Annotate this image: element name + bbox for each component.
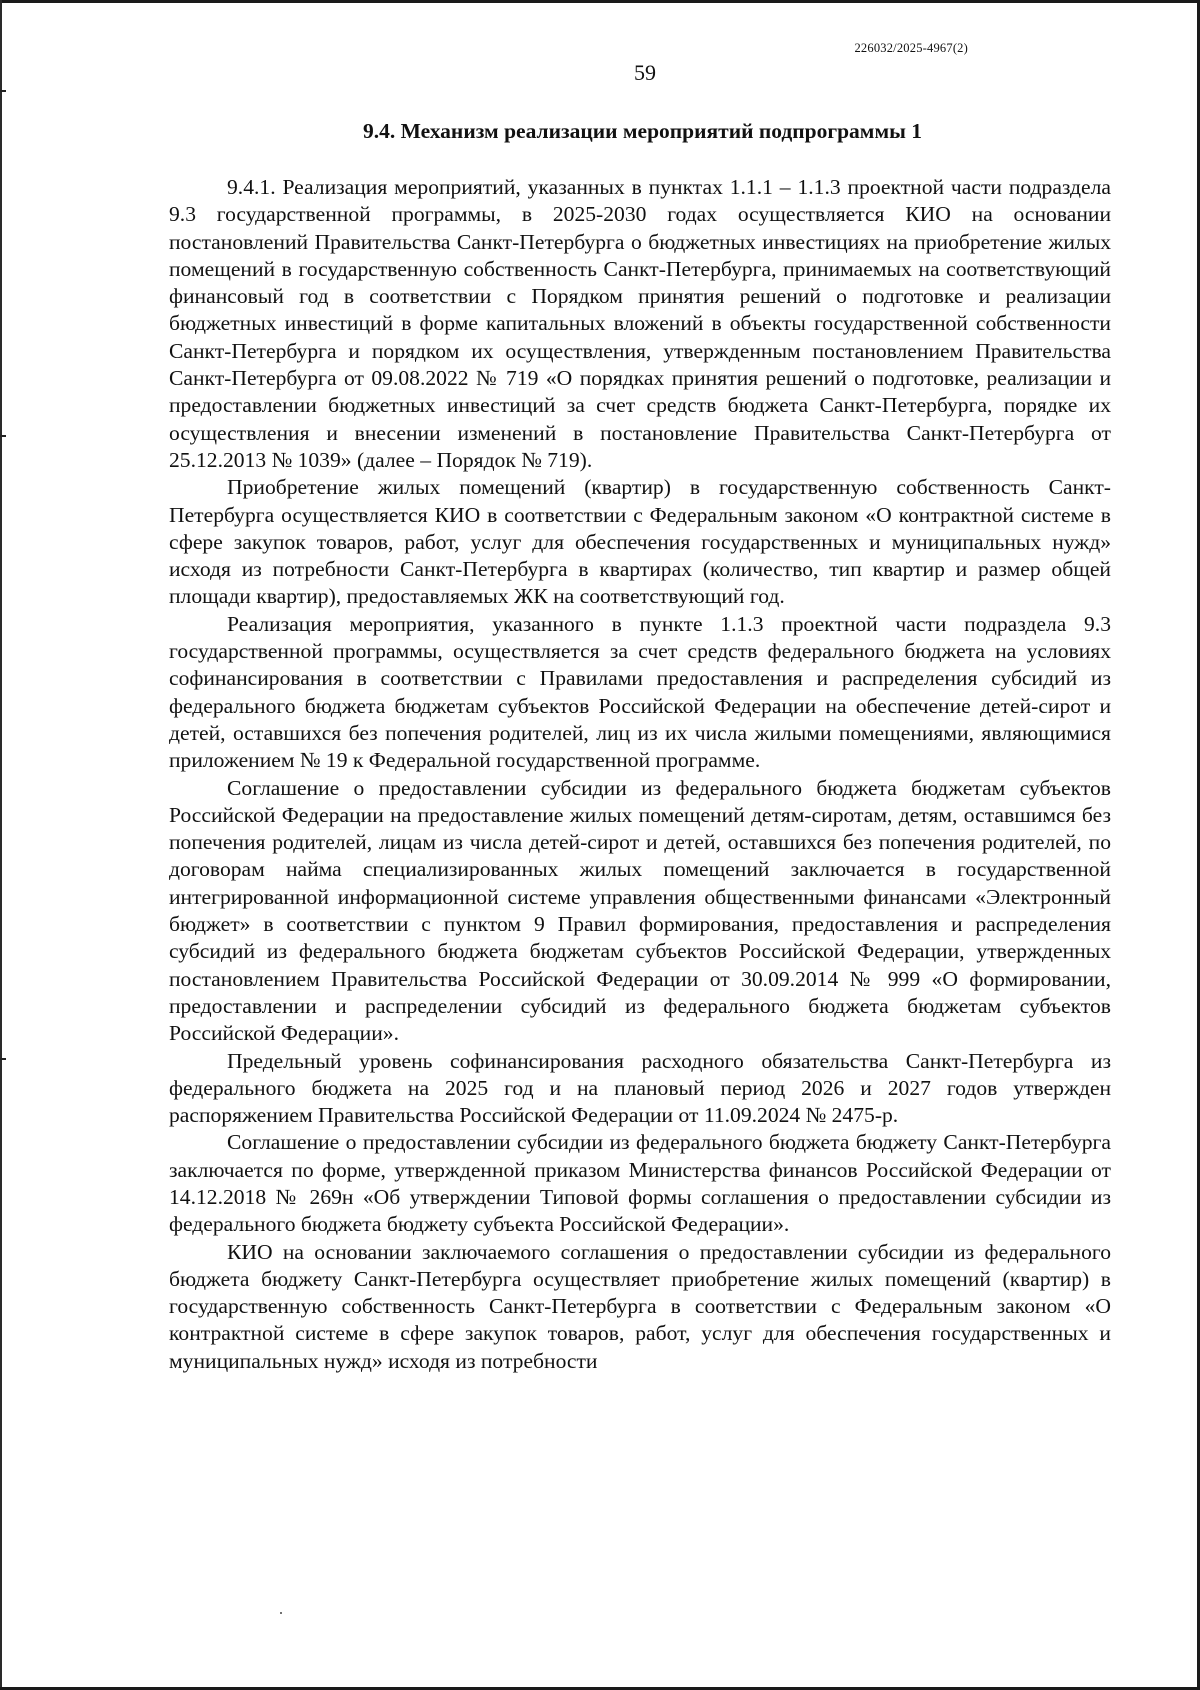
- section-heading: 9.4. Механизм реализации мероприятий подпрограммы 1: [362, 119, 923, 143]
- paragraph-federal-cofinancing: Реализация мероприятия, указанного в пункте 1.1.3 проектной части подраздела 9.3 государственной программы, осуществляется за счет средств федерального бюджета на условиях софинансирования в соответствии с Правилами предоставления и распределения субсидий из федерального бюджета бюджетам субъектов Российской Федерации на обеспечение детей-сирот и детей, оставшихся без попечения родителей, лиц из их числа жилыми помещениями, являющимися приложением № 19 к Федеральной государственной программе.: [169, 611, 1111, 773]
- scan-mark: [0, 1058, 6, 1060]
- scan-speck: [280, 1612, 282, 1614]
- scan-mark: [0, 90, 6, 92]
- scan-border-top: [0, 0, 1200, 3]
- paragraph-kio-acquisition: КИО на основании заключаемого соглашения о предоставлении субсидии из федерального бюджета бюджету Санкт-Петербурга осуществляет приобретение жилых помещений (квартир) в государственную собственность Санкт-Петербурга в соответствии с Федеральным законом «О контрактной системе в сфере закупок товаров, работ, услуг для обеспечения государственных и муниципальных нужд» исходя из потребности: [169, 1239, 1111, 1373]
- document-body: [169, 174, 1111, 1375]
- document-registration-number: 226032/2025-4967(2): [854, 41, 968, 55]
- scan-mark: [0, 435, 6, 437]
- paragraph-cofinancing-limit: Предельный уровень софинансирования расходного обязательства Санкт-Петербурга из федерального бюджета на 2025 год и на плановый период 2026 и 2027 годов утвержден распоряжением Правительства Российской Федерации от 11.09.2024 № 2475-р.: [169, 1048, 1111, 1128]
- scan-border-left: [0, 0, 2, 1690]
- page-number: 59: [634, 60, 656, 85]
- paragraph-subsidy-agreement: Соглашение о предоставлении субсидии из федерального бюджета бюджетам субъектов Российской Федерации на предоставление жилых помещений детям-сиротам, детям, оставшимся без попечения родителей, лицам из числа детей-сирот и детей, оставшихся без попечения родителей, по договорам найма специализированных жилых помещений заключается в государственной интегрированной информационной системе управления общественными финансами «Электронный бюджет» в соответствии с пунктом 9 Правил формирования, предоставления и распределения субсидий из федерального бюджета бюджетам субъектов Российской Федерации, утвержденных постановлением Правительства Российской Федерации от 30.09.2014 № 999 «О формировании, предоставлении и распределении субсидий из федерального бюджета бюджетам субъектов Российской Федерации».: [169, 775, 1111, 1046]
- paragraph-agreement-form: Соглашение о предоставлении субсидии из федерального бюджета бюджету Санкт-Петербурга заключается по форме, утвержденной приказом Министерства финансов Российской Федерации от 14.12.2018 № 269н «Об утверждении Типовой формы соглашения о предоставлении субсидии из федерального бюджета бюджету субъекта Российской Федерации».: [169, 1130, 1111, 1237]
- paragraph-housing-acquisition: Приобретение жилых помещений (квартир) в государственную собственность Санкт-Петербурга осуществляется КИО в соответствии с Федеральным законом «О контрактной системе в сфере закупок товаров, работ, услуг для обеспечения государственных и муниципальных нужд» исходя из потребности Санкт-Петербурга в квартирах (количество, тип квартир и размер общей площади квартир), предоставляемых ЖК на соответствующий год.: [169, 475, 1111, 609]
- paragraph-9-4-1: 9.4.1. Реализация мероприятий, указанных в пунктах 1.1.1 – 1.1.3 проектной части подраздела 9.3 государственной программы, в 2025-2030 годах осуществляется КИО на основании постановлений Правительства Санкт-Петербурга о бюджетных инвестициях на приобретение жилых помещений в государственную собственность Санкт-Петербурга, принимаемых на соответствующий финансовый год в соответствии с Порядком принятия решений о подготовке и реализации бюджетных инвестиций в форме капитальных вложений в объекты государственной собственности Санкт-Петербурга и порядком их осуществления, утвержденным постановлением Правительства Санкт-Петербурга от 09.08.2022 № 719 «О порядках принятия решений о подготовке, реализации и предоставлении бюджетных инвестиций за счет средств бюджета Санкт-Петербурга, порядке их осуществления и внесении изменений в постановление Правительства Санкт-Петербурга от 25.12.2013 № 1039» (далее – Порядок № 719).: [169, 175, 1111, 472]
